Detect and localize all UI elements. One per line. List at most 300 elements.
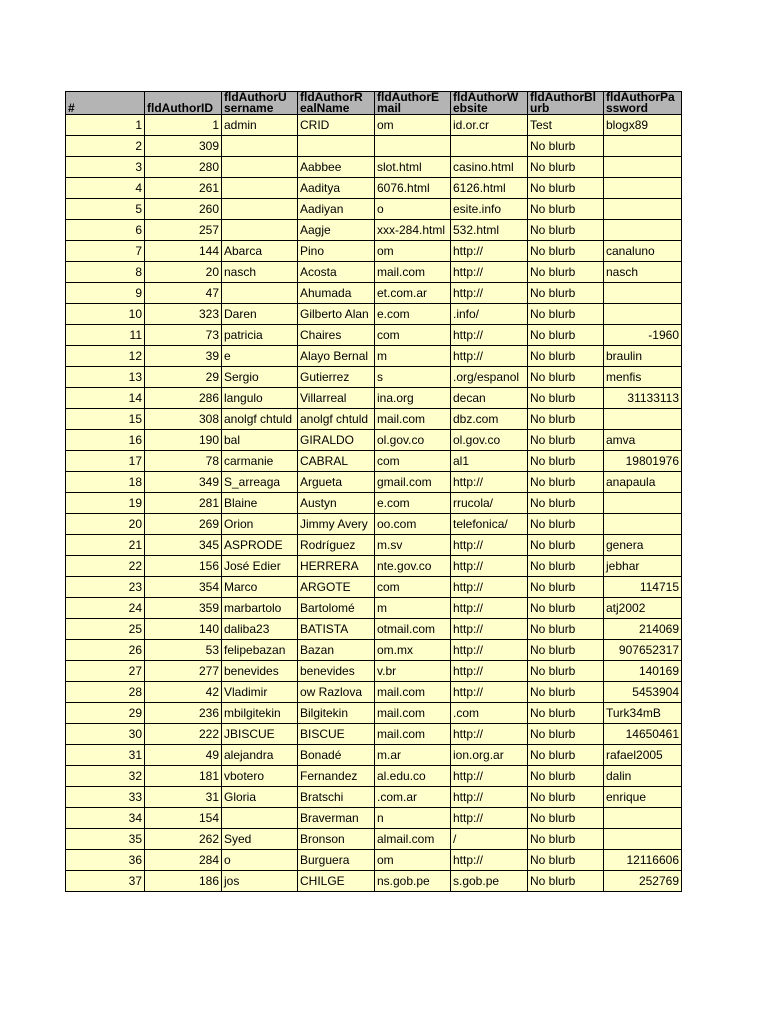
blurb-cell[interactable]: No blurb [528, 619, 604, 640]
real-name-cell[interactable]: Bilgitekin [298, 703, 375, 724]
blurb-cell[interactable]: No blurb [528, 430, 604, 451]
password-cell[interactable] [604, 199, 682, 220]
email-cell[interactable]: ina.org [375, 388, 451, 409]
username-cell[interactable]: mbilgitekin [222, 703, 298, 724]
real-name-cell[interactable]: Bonadé [298, 745, 375, 766]
password-cell[interactable] [604, 409, 682, 430]
password-cell[interactable] [604, 493, 682, 514]
blurb-cell[interactable]: No blurb [528, 850, 604, 871]
real-name-cell[interactable]: Fernandez [298, 766, 375, 787]
username-cell[interactable]: e [222, 346, 298, 367]
row-index-cell[interactable]: 27 [66, 661, 145, 682]
author-id-cell[interactable]: 156 [145, 556, 222, 577]
email-cell[interactable]: m.ar [375, 745, 451, 766]
row-index-cell[interactable]: 24 [66, 598, 145, 619]
author-id-cell[interactable]: 190 [145, 430, 222, 451]
website-cell[interactable]: http:// [451, 682, 528, 703]
col-header-website[interactable]: fldAuthorW ebsite [451, 92, 528, 115]
real-name-cell[interactable]: Gutierrez [298, 367, 375, 388]
website-cell[interactable]: http:// [451, 766, 528, 787]
author-id-cell[interactable]: 359 [145, 598, 222, 619]
username-cell[interactable]: admin [222, 115, 298, 136]
author-id-cell[interactable]: 257 [145, 220, 222, 241]
row-index-cell[interactable]: 14 [66, 388, 145, 409]
author-id-cell[interactable]: 47 [145, 283, 222, 304]
website-cell[interactable]: decan [451, 388, 528, 409]
blurb-cell[interactable]: No blurb [528, 787, 604, 808]
row-index-cell[interactable]: 33 [66, 787, 145, 808]
real-name-cell[interactable]: HERRERA [298, 556, 375, 577]
real-name-cell[interactable]: ow Razlova [298, 682, 375, 703]
password-cell[interactable]: jebhar [604, 556, 682, 577]
website-cell[interactable]: telefonica/ [451, 514, 528, 535]
row-index-cell[interactable]: 18 [66, 472, 145, 493]
password-cell[interactable] [604, 514, 682, 535]
real-name-cell[interactable]: anolgf chtuld [298, 409, 375, 430]
password-cell[interactable]: nasch [604, 262, 682, 283]
blurb-cell[interactable]: No blurb [528, 682, 604, 703]
blurb-cell[interactable]: No blurb [528, 199, 604, 220]
author-id-cell[interactable]: 186 [145, 871, 222, 892]
real-name-cell[interactable]: Aabbee [298, 157, 375, 178]
blurb-cell[interactable]: No blurb [528, 346, 604, 367]
author-id-cell[interactable]: 260 [145, 199, 222, 220]
username-cell[interactable]: Vladimir [222, 682, 298, 703]
row-index-cell[interactable]: 22 [66, 556, 145, 577]
email-cell[interactable]: 6076.html [375, 178, 451, 199]
blurb-cell[interactable]: No blurb [528, 136, 604, 157]
username-cell[interactable] [222, 157, 298, 178]
website-cell[interactable]: dbz.com [451, 409, 528, 430]
real-name-cell[interactable]: ARGOTE [298, 577, 375, 598]
password-cell[interactable]: menfis [604, 367, 682, 388]
author-id-cell[interactable]: 262 [145, 829, 222, 850]
blurb-cell[interactable]: No blurb [528, 808, 604, 829]
row-index-cell[interactable]: 9 [66, 283, 145, 304]
row-index-cell[interactable]: 25 [66, 619, 145, 640]
blurb-cell[interactable]: No blurb [528, 598, 604, 619]
row-index-cell[interactable]: 21 [66, 535, 145, 556]
password-cell[interactable]: Turk34mB [604, 703, 682, 724]
email-cell[interactable]: oo.com [375, 514, 451, 535]
email-cell[interactable]: nte.gov.co [375, 556, 451, 577]
author-id-cell[interactable]: 1 [145, 115, 222, 136]
website-cell[interactable]: al1 [451, 451, 528, 472]
username-cell[interactable]: vbotero [222, 766, 298, 787]
blurb-cell[interactable]: No blurb [528, 493, 604, 514]
author-id-cell[interactable]: 53 [145, 640, 222, 661]
email-cell[interactable]: et.com.ar [375, 283, 451, 304]
col-header-email[interactable]: fldAuthorE mail [375, 92, 451, 115]
author-id-cell[interactable]: 309 [145, 136, 222, 157]
password-cell[interactable]: 5453904 [604, 682, 682, 703]
real-name-cell[interactable]: Aaditya [298, 178, 375, 199]
author-id-cell[interactable]: 286 [145, 388, 222, 409]
password-cell[interactable]: blogx89 [604, 115, 682, 136]
real-name-cell[interactable]: Acosta [298, 262, 375, 283]
email-cell[interactable]: ol.gov.co [375, 430, 451, 451]
author-id-cell[interactable]: 345 [145, 535, 222, 556]
website-cell[interactable]: / [451, 829, 528, 850]
password-cell[interactable]: 252769 [604, 871, 682, 892]
row-index-cell[interactable]: 8 [66, 262, 145, 283]
real-name-cell[interactable]: Villarreal [298, 388, 375, 409]
author-id-cell[interactable]: 140 [145, 619, 222, 640]
email-cell[interactable]: m [375, 346, 451, 367]
real-name-cell[interactable]: CABRAL [298, 451, 375, 472]
website-cell[interactable]: http:// [451, 325, 528, 346]
username-cell[interactable] [222, 808, 298, 829]
password-cell[interactable]: 31133113 [604, 388, 682, 409]
real-name-cell[interactable]: Austyn [298, 493, 375, 514]
row-index-cell[interactable]: 20 [66, 514, 145, 535]
username-cell[interactable] [222, 178, 298, 199]
author-id-cell[interactable]: 78 [145, 451, 222, 472]
author-id-cell[interactable]: 323 [145, 304, 222, 325]
username-cell[interactable]: JBISCUE [222, 724, 298, 745]
real-name-cell[interactable]: CHILGE [298, 871, 375, 892]
row-index-cell[interactable]: 19 [66, 493, 145, 514]
email-cell[interactable]: com [375, 577, 451, 598]
email-cell[interactable]: mail.com [375, 724, 451, 745]
username-cell[interactable]: Gloria [222, 787, 298, 808]
author-id-cell[interactable]: 349 [145, 472, 222, 493]
email-cell[interactable]: om [375, 241, 451, 262]
author-id-cell[interactable]: 20 [145, 262, 222, 283]
email-cell[interactable]: m.sv [375, 535, 451, 556]
email-cell[interactable]: ns.gob.pe [375, 871, 451, 892]
blurb-cell[interactable]: No blurb [528, 451, 604, 472]
password-cell[interactable]: anapaula [604, 472, 682, 493]
real-name-cell[interactable]: Alayo Bernal [298, 346, 375, 367]
email-cell[interactable]: mail.com [375, 262, 451, 283]
row-index-cell[interactable]: 6 [66, 220, 145, 241]
email-cell[interactable] [375, 136, 451, 157]
col-header-username[interactable]: fldAuthorU sername [222, 92, 298, 115]
password-cell[interactable]: -1960 [604, 325, 682, 346]
website-cell[interactable]: esite.info [451, 199, 528, 220]
row-index-cell[interactable]: 3 [66, 157, 145, 178]
password-cell[interactable]: genera [604, 535, 682, 556]
website-cell[interactable]: http:// [451, 472, 528, 493]
blurb-cell[interactable]: No blurb [528, 157, 604, 178]
real-name-cell[interactable]: BISCUE [298, 724, 375, 745]
row-index-cell[interactable]: 1 [66, 115, 145, 136]
real-name-cell[interactable]: Bazan [298, 640, 375, 661]
username-cell[interactable]: José Edier [222, 556, 298, 577]
author-id-cell[interactable]: 39 [145, 346, 222, 367]
website-cell[interactable] [451, 136, 528, 157]
blurb-cell[interactable]: No blurb [528, 556, 604, 577]
blurb-cell[interactable]: Test [528, 115, 604, 136]
blurb-cell[interactable]: No blurb [528, 388, 604, 409]
row-index-cell[interactable]: 2 [66, 136, 145, 157]
password-cell[interactable] [604, 283, 682, 304]
col-header-index[interactable]: # [66, 92, 145, 115]
row-index-cell[interactable]: 32 [66, 766, 145, 787]
email-cell[interactable]: otmail.com [375, 619, 451, 640]
row-index-cell[interactable]: 37 [66, 871, 145, 892]
real-name-cell[interactable]: Aagje [298, 220, 375, 241]
real-name-cell[interactable]: Aadiyan [298, 199, 375, 220]
blurb-cell[interactable]: No blurb [528, 535, 604, 556]
password-cell[interactable] [604, 136, 682, 157]
website-cell[interactable]: http:// [451, 661, 528, 682]
website-cell[interactable]: 532.html [451, 220, 528, 241]
website-cell[interactable]: .info/ [451, 304, 528, 325]
password-cell[interactable]: 19801976 [604, 451, 682, 472]
blurb-cell[interactable]: No blurb [528, 241, 604, 262]
username-cell[interactable]: nasch [222, 262, 298, 283]
row-index-cell[interactable]: 11 [66, 325, 145, 346]
username-cell[interactable]: o [222, 850, 298, 871]
col-header-author-id[interactable]: fldAuthorID [145, 92, 222, 115]
blurb-cell[interactable]: No blurb [528, 178, 604, 199]
author-id-cell[interactable]: 269 [145, 514, 222, 535]
email-cell[interactable]: slot.html [375, 157, 451, 178]
email-cell[interactable]: v.br [375, 661, 451, 682]
username-cell[interactable]: Marco [222, 577, 298, 598]
website-cell[interactable]: http:// [451, 724, 528, 745]
username-cell[interactable]: ASPRODE [222, 535, 298, 556]
row-index-cell[interactable]: 17 [66, 451, 145, 472]
website-cell[interactable]: http:// [451, 640, 528, 661]
password-cell[interactable] [604, 220, 682, 241]
author-id-cell[interactable]: 277 [145, 661, 222, 682]
author-id-cell[interactable]: 280 [145, 157, 222, 178]
blurb-cell[interactable]: No blurb [528, 367, 604, 388]
author-id-cell[interactable]: 154 [145, 808, 222, 829]
row-index-cell[interactable]: 28 [66, 682, 145, 703]
author-id-cell[interactable]: 31 [145, 787, 222, 808]
username-cell[interactable]: anolgf chtuld [222, 409, 298, 430]
email-cell[interactable]: almail.com [375, 829, 451, 850]
row-index-cell[interactable]: 16 [66, 430, 145, 451]
password-cell[interactable]: rafael2005 [604, 745, 682, 766]
password-cell[interactable] [604, 178, 682, 199]
username-cell[interactable]: marbartolo [222, 598, 298, 619]
row-index-cell[interactable]: 4 [66, 178, 145, 199]
real-name-cell[interactable] [298, 136, 375, 157]
real-name-cell[interactable]: Burguera [298, 850, 375, 871]
real-name-cell[interactable]: Chaires [298, 325, 375, 346]
row-index-cell[interactable]: 13 [66, 367, 145, 388]
real-name-cell[interactable]: Pino [298, 241, 375, 262]
email-cell[interactable]: gmail.com [375, 472, 451, 493]
password-cell[interactable]: dalin [604, 766, 682, 787]
password-cell[interactable]: amva [604, 430, 682, 451]
row-index-cell[interactable]: 10 [66, 304, 145, 325]
username-cell[interactable] [222, 199, 298, 220]
password-cell[interactable]: braulin [604, 346, 682, 367]
author-id-cell[interactable]: 222 [145, 724, 222, 745]
author-id-cell[interactable]: 73 [145, 325, 222, 346]
blurb-cell[interactable]: No blurb [528, 304, 604, 325]
real-name-cell[interactable]: Braverman [298, 808, 375, 829]
email-cell[interactable]: e.com [375, 493, 451, 514]
password-cell[interactable]: 214069 [604, 619, 682, 640]
email-cell[interactable]: m [375, 598, 451, 619]
author-id-cell[interactable]: 29 [145, 367, 222, 388]
col-header-blurb[interactable]: fldAuthorBl urb [528, 92, 604, 115]
blurb-cell[interactable]: No blurb [528, 220, 604, 241]
email-cell[interactable]: o [375, 199, 451, 220]
website-cell[interactable]: http:// [451, 808, 528, 829]
password-cell[interactable]: 12116606 [604, 850, 682, 871]
row-index-cell[interactable]: 12 [66, 346, 145, 367]
blurb-cell[interactable]: No blurb [528, 766, 604, 787]
email-cell[interactable]: .com.ar [375, 787, 451, 808]
row-index-cell[interactable]: 34 [66, 808, 145, 829]
real-name-cell[interactable]: Bartolomé [298, 598, 375, 619]
website-cell[interactable]: rrucola/ [451, 493, 528, 514]
website-cell[interactable]: http:// [451, 619, 528, 640]
password-cell[interactable]: 907652317 [604, 640, 682, 661]
email-cell[interactable]: s [375, 367, 451, 388]
col-header-password[interactable]: fldAuthorPa ssword [604, 92, 682, 115]
real-name-cell[interactable]: Ahumada [298, 283, 375, 304]
real-name-cell[interactable]: benevides [298, 661, 375, 682]
website-cell[interactable]: id.or.cr [451, 115, 528, 136]
website-cell[interactable]: http:// [451, 262, 528, 283]
website-cell[interactable]: ol.gov.co [451, 430, 528, 451]
email-cell[interactable]: om [375, 115, 451, 136]
username-cell[interactable]: daliba23 [222, 619, 298, 640]
website-cell[interactable]: http:// [451, 598, 528, 619]
username-cell[interactable]: Syed [222, 829, 298, 850]
email-cell[interactable]: om.mx [375, 640, 451, 661]
username-cell[interactable] [222, 136, 298, 157]
real-name-cell[interactable]: Argueta [298, 472, 375, 493]
blurb-cell[interactable]: No blurb [528, 409, 604, 430]
website-cell[interactable]: .com [451, 703, 528, 724]
website-cell[interactable]: http:// [451, 535, 528, 556]
author-id-cell[interactable]: 281 [145, 493, 222, 514]
author-id-cell[interactable]: 49 [145, 745, 222, 766]
blurb-cell[interactable]: No blurb [528, 262, 604, 283]
row-index-cell[interactable]: 30 [66, 724, 145, 745]
email-cell[interactable]: om [375, 850, 451, 871]
password-cell[interactable] [604, 808, 682, 829]
password-cell[interactable]: 140169 [604, 661, 682, 682]
blurb-cell[interactable]: No blurb [528, 661, 604, 682]
password-cell[interactable]: atj2002 [604, 598, 682, 619]
password-cell[interactable]: 14650461 [604, 724, 682, 745]
row-index-cell[interactable]: 35 [66, 829, 145, 850]
author-id-cell[interactable]: 308 [145, 409, 222, 430]
username-cell[interactable]: Orion [222, 514, 298, 535]
email-cell[interactable]: mail.com [375, 703, 451, 724]
row-index-cell[interactable]: 36 [66, 850, 145, 871]
real-name-cell[interactable]: Bratschi [298, 787, 375, 808]
blurb-cell[interactable]: No blurb [528, 472, 604, 493]
username-cell[interactable]: benevides [222, 661, 298, 682]
author-id-cell[interactable]: 261 [145, 178, 222, 199]
website-cell[interactable]: ion.org.ar [451, 745, 528, 766]
real-name-cell[interactable]: Rodríguez [298, 535, 375, 556]
author-id-cell[interactable]: 354 [145, 577, 222, 598]
username-cell[interactable]: bal [222, 430, 298, 451]
website-cell[interactable]: .org/espanol [451, 367, 528, 388]
author-id-cell[interactable]: 42 [145, 682, 222, 703]
website-cell[interactable]: http:// [451, 850, 528, 871]
email-cell[interactable]: mail.com [375, 682, 451, 703]
website-cell[interactable]: casino.html [451, 157, 528, 178]
username-cell[interactable]: alejandra [222, 745, 298, 766]
website-cell[interactable]: 6126.html [451, 178, 528, 199]
username-cell[interactable]: felipebazan [222, 640, 298, 661]
row-index-cell[interactable]: 23 [66, 577, 145, 598]
author-id-cell[interactable]: 284 [145, 850, 222, 871]
row-index-cell[interactable]: 5 [66, 199, 145, 220]
username-cell[interactable]: carmanie [222, 451, 298, 472]
real-name-cell[interactable]: Gilberto Alan [298, 304, 375, 325]
username-cell[interactable]: S_arreaga [222, 472, 298, 493]
password-cell[interactable] [604, 829, 682, 850]
blurb-cell[interactable]: No blurb [528, 745, 604, 766]
username-cell[interactable]: langulo [222, 388, 298, 409]
real-name-cell[interactable]: Jimmy Avery [298, 514, 375, 535]
email-cell[interactable]: al.edu.co [375, 766, 451, 787]
blurb-cell[interactable]: No blurb [528, 724, 604, 745]
website-cell[interactable]: http:// [451, 283, 528, 304]
username-cell[interactable]: Blaine [222, 493, 298, 514]
username-cell[interactable]: Abarca [222, 241, 298, 262]
website-cell[interactable]: http:// [451, 556, 528, 577]
author-id-cell[interactable]: 181 [145, 766, 222, 787]
email-cell[interactable]: n [375, 808, 451, 829]
row-index-cell[interactable]: 29 [66, 703, 145, 724]
row-index-cell[interactable]: 15 [66, 409, 145, 430]
username-cell[interactable]: patricia [222, 325, 298, 346]
password-cell[interactable]: enrique [604, 787, 682, 808]
website-cell[interactable]: s.gob.pe [451, 871, 528, 892]
website-cell[interactable]: http:// [451, 241, 528, 262]
username-cell[interactable]: Sergio [222, 367, 298, 388]
real-name-cell[interactable]: CRID [298, 115, 375, 136]
email-cell[interactable]: mail.com [375, 409, 451, 430]
website-cell[interactable]: http:// [451, 577, 528, 598]
email-cell[interactable]: e.com [375, 304, 451, 325]
row-index-cell[interactable]: 26 [66, 640, 145, 661]
blurb-cell[interactable]: No blurb [528, 514, 604, 535]
username-cell[interactable]: Daren [222, 304, 298, 325]
blurb-cell[interactable]: No blurb [528, 577, 604, 598]
password-cell[interactable] [604, 157, 682, 178]
row-index-cell[interactable]: 31 [66, 745, 145, 766]
blurb-cell[interactable]: No blurb [528, 829, 604, 850]
email-cell[interactable]: com [375, 451, 451, 472]
real-name-cell[interactable]: Bronson [298, 829, 375, 850]
blurb-cell[interactable]: No blurb [528, 283, 604, 304]
col-header-real-name[interactable]: fldAuthorR ealName [298, 92, 375, 115]
username-cell[interactable] [222, 283, 298, 304]
username-cell[interactable]: jos [222, 871, 298, 892]
blurb-cell[interactable]: No blurb [528, 703, 604, 724]
website-cell[interactable]: http:// [451, 346, 528, 367]
password-cell[interactable]: 114715 [604, 577, 682, 598]
password-cell[interactable]: canaluno [604, 241, 682, 262]
real-name-cell[interactable]: BATISTA [298, 619, 375, 640]
real-name-cell[interactable]: GIRALDO [298, 430, 375, 451]
blurb-cell[interactable]: No blurb [528, 640, 604, 661]
blurb-cell[interactable]: No blurb [528, 871, 604, 892]
author-id-cell[interactable]: 236 [145, 703, 222, 724]
email-cell[interactable]: xxx-284.html [375, 220, 451, 241]
blurb-cell[interactable]: No blurb [528, 325, 604, 346]
username-cell[interactable] [222, 220, 298, 241]
password-cell[interactable] [604, 304, 682, 325]
